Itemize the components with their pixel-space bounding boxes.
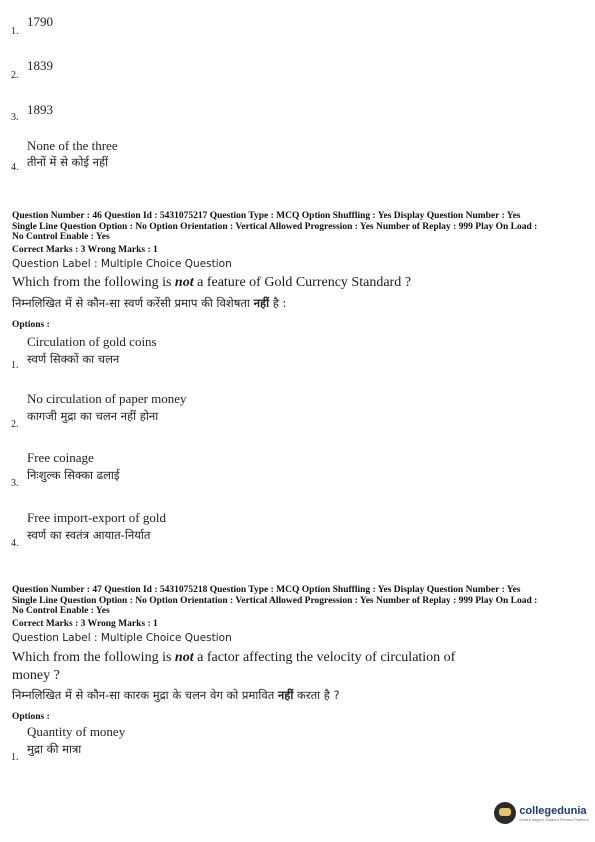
collegedunia-logo: [494, 802, 589, 824]
option-text-en: Free import-export of gold: [27, 510, 166, 525]
question-text-en-line2: money ?: [12, 668, 60, 683]
question-text-en: Which from the following is not a feature of Gold Currency Standard ?: [12, 275, 411, 290]
option-text-en: 1790: [27, 14, 53, 29]
options-label: Options :: [12, 712, 50, 722]
options-label: Options :: [12, 320, 50, 330]
graduate-icon: [494, 802, 516, 824]
option-number: 1.: [11, 360, 19, 371]
option-text-en: Free coinage: [27, 450, 94, 465]
option-text-en: No circulation of paper money: [27, 391, 187, 406]
option-text-en: None of the three: [27, 138, 118, 153]
option-text-hi: स्वर्ण सिक्कों का चलन: [27, 352, 120, 366]
option-number: 3.: [11, 478, 19, 489]
question-label: Question Label : Multiple Choice Question: [12, 258, 232, 270]
option-number: 4.: [11, 538, 19, 549]
question-text-en: Which from the following is not a factor affecting the velocity of circulation of: [12, 650, 456, 665]
option-text-hi: कागजी मुद्रा का चलन नहीं होना: [27, 409, 159, 423]
option-number: 2.: [11, 70, 19, 81]
option-text-hi: मुद्रा की मात्रा: [27, 742, 82, 756]
option-number: 2.: [11, 419, 19, 430]
meta-line: Single Line Question Option : No Option Orientation : Vertical Allowed Progression : Yes Number of Replay : 999 Play On Load :: [12, 595, 538, 606]
question-meta: [12, 585, 587, 617]
meta-line: Question Number : 47 Question Id : 5431075218 Question Type : MCQ Option Shuffling : Yes Display Question Number : Yes: [12, 585, 521, 595]
question-text-hi: निम्नलिखित में से कौन-सा कारक मुद्रा के चलन वेग को प्रमावित नहीं करता है ?: [12, 688, 340, 702]
meta-line: No Control Enable : Yes: [12, 606, 110, 616]
option-text-hi: स्वर्ण का स्वतंत्र आयात-निर्यात: [27, 528, 151, 542]
question-label: Question Label : Multiple Choice Question: [12, 632, 232, 644]
logo-tagline: India's largest Student Review Platform: [519, 816, 589, 822]
meta-line: Question Number : 46 Question Id : 5431075217 Question Type : MCQ Option Shuffling : Yes Display Question Number : Yes: [12, 211, 521, 221]
question-marks: Correct Marks : 3 Wrong Marks : 1: [12, 619, 158, 629]
option-text-hi: तीनों में से कोई नहीं: [27, 155, 109, 169]
option-text-en: 1893: [27, 102, 53, 117]
option-text-en: Quantity of money: [27, 724, 126, 739]
meta-line: No Control Enable : Yes: [12, 232, 110, 242]
option-text-en: 1839: [27, 58, 53, 73]
meta-line: Single Line Question Option : No Option Orientation : Vertical Allowed Progression : Yes Number of Replay : 999 Play On Load :: [12, 221, 538, 232]
option-number: 1.: [11, 26, 19, 37]
option-number: 3.: [11, 112, 19, 123]
question-text-hi: निम्नलिखित में से कौन-सा स्वर्ण करेंसी प्रमाप की विशेषता नहीं है :: [12, 296, 287, 310]
option-text-hi: निःशुल्क सिक्का ढलाई: [27, 468, 120, 482]
question-meta: [12, 211, 587, 243]
question-marks: Correct Marks : 3 Wrong Marks : 1: [12, 245, 158, 255]
option-text-en: Circulation of gold coins: [27, 334, 157, 349]
logo-name: collegedunia: [519, 804, 587, 817]
option-number: 1.: [11, 752, 19, 763]
option-number: 4.: [11, 162, 19, 173]
